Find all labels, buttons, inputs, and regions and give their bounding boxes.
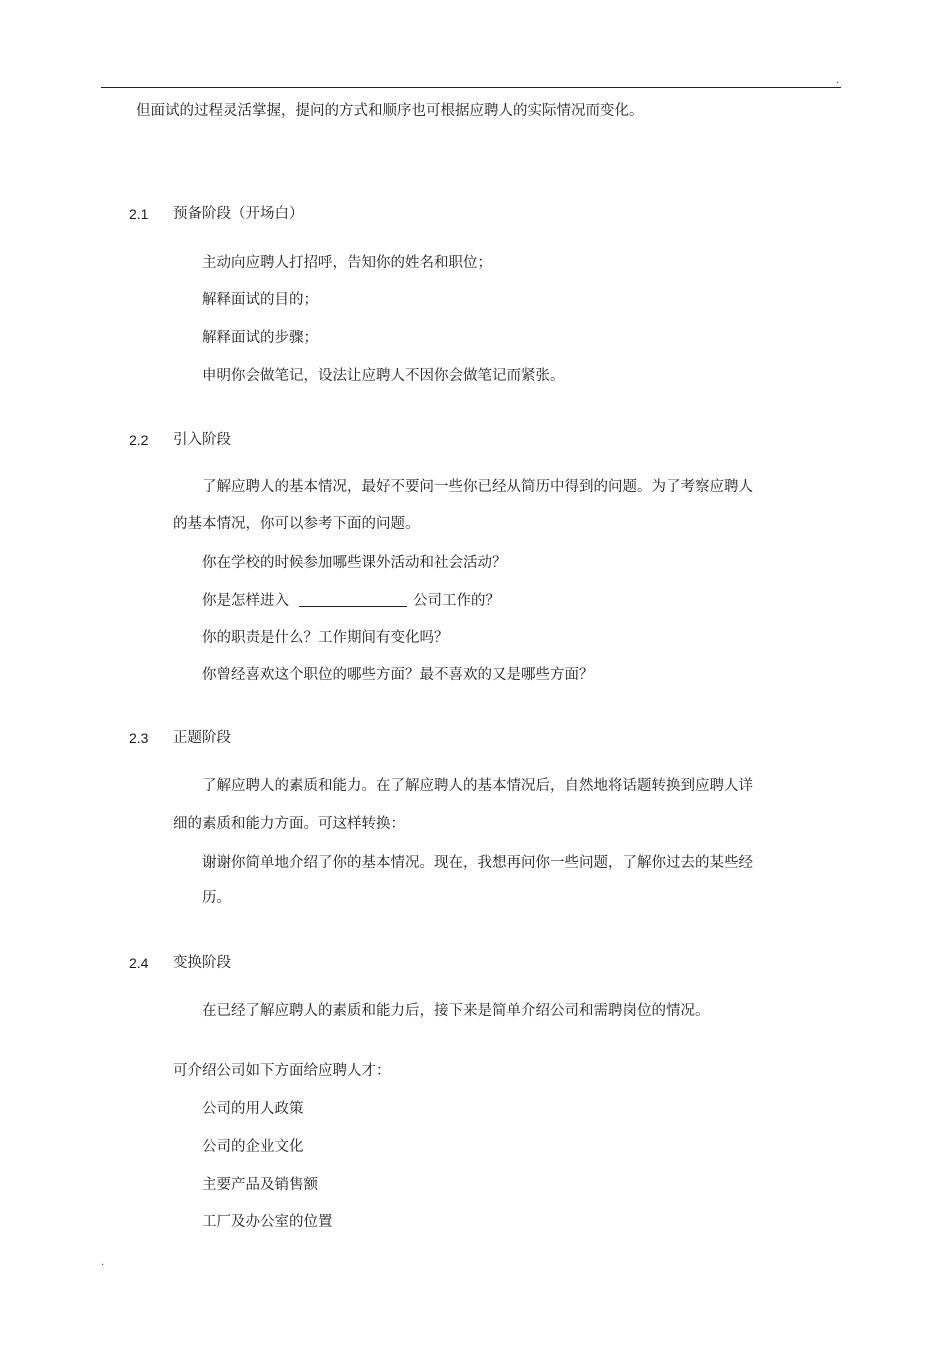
list-item: 公司的企业文化 [202,1139,304,1155]
question-text: 你是怎样进入 [202,593,289,609]
list-item: 解释面试的步骤； [202,330,318,346]
list-item: 申明你会做笔记，设法让应聘人不因你会做笔记而紧张。 [202,368,565,384]
fill-in-blank [299,592,407,607]
list-item: 公司的用人政策 [202,1101,304,1117]
quote-line: 历。 [202,890,231,906]
list-item: 主要产品及销售额 [202,1177,318,1193]
list-item: 工厂及办公室的位置 [202,1214,333,1230]
question-item: 你在学校的时候参加哪些课外活动和社会活动？ [202,555,507,571]
section-title: 变换阶段 [173,955,231,971]
paragraph-line: 了解应聘人的素质和能力。在了解应聘人的基本情况后，自然地将话题转换到应聘人详 [202,778,753,794]
section-number: 2.1 [129,206,149,222]
section-number: 2.4 [129,955,149,971]
quote-line: 谢谢你简单地介绍了你的基本情况。现在，我想再问你一些问题，了解你过去的某些经 [202,855,753,871]
list-intro: 可介绍公司如下方面给应聘人才： [173,1063,391,1079]
section-title: 正题阶段 [173,730,231,746]
list-item: 主动向应聘人打招呼，告知你的姓名和职位； [202,255,492,271]
question-item [202,591,500,611]
paragraph-line: 在已经了解应聘人的素质和能力后，接下来是简单介绍公司和需聘岗位的情况。 [202,1003,710,1019]
intro-line: 但面试的过程灵活掌握，提问的方式和顺序也可根据应聘人的实际情况而变化。 [136,103,644,119]
header-corner-mark: . [836,75,840,86]
paragraph-line: 了解应聘人的基本情况，最好不要问一些你已经从简历中得到的问题。为了考察应聘人 [202,479,753,495]
question-item: 你曾经喜欢这个职位的哪些方面？最不喜欢的又是哪些方面？ [202,667,594,683]
paragraph-line: 的基本情况，你可以参考下面的问题。 [173,516,420,532]
section-number: 2.3 [129,730,149,746]
list-item: 解释面试的目的； [202,292,318,308]
section-number: 2.2 [129,432,149,448]
section-title: 引入阶段 [173,432,231,448]
question-item: 你的职责是什么？工作期间有变化吗？ [202,630,449,646]
section-title: 预备阶段（开场白） [173,206,304,222]
paragraph-line: 细的素质和能力方面。可这样转换： [173,816,405,832]
footer-corner-mark: . [101,1257,105,1268]
header-rule [101,87,841,88]
question-text: 公司工作的？ [413,593,500,609]
